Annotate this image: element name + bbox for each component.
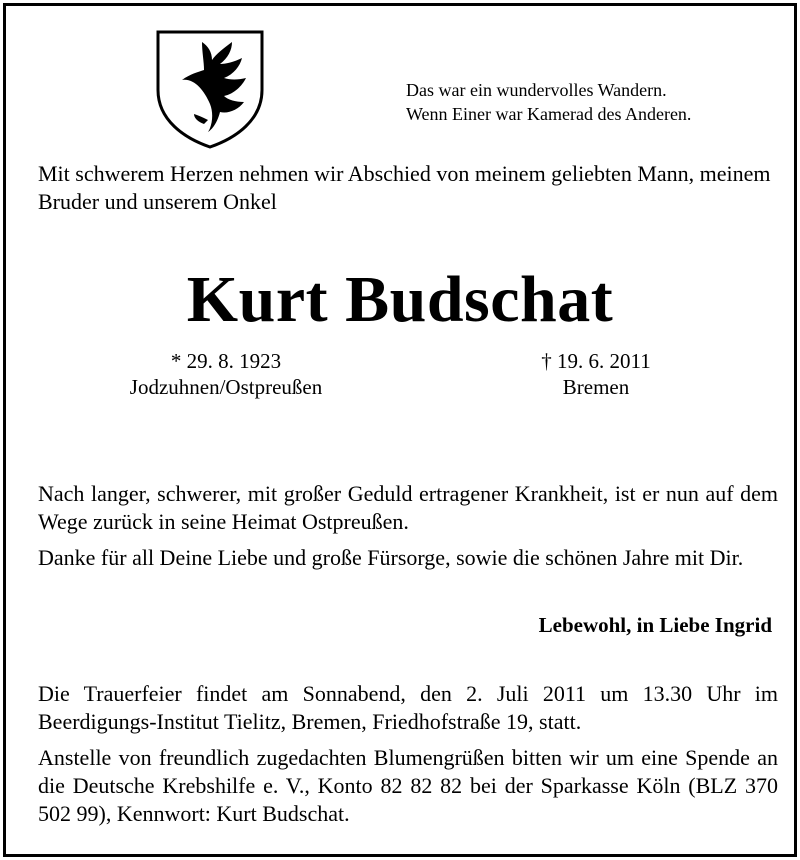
deceased-name: Kurt Budschat xyxy=(186,263,614,336)
illness-paragraph: Nach langer, schwerer, mit großer Geduld ertragener Krankheit, ist er nun auf dem Wege zurück in seine Heimat Ostpreußen. xyxy=(38,481,778,534)
elk-antler-shield-icon xyxy=(154,28,266,150)
death-place: Bremen xyxy=(562,375,630,399)
obituary-notice xyxy=(3,3,797,857)
verse-line-2: Wenn Einer war Kamerad des Anderen. xyxy=(406,104,692,124)
intro-text: Mit schwerem Herzen nehmen wir Abschied von meinem geliebten Mann, meinem Bruder und unserem Onkel xyxy=(38,161,771,214)
verse-line-1: Das war ein wundervolles Wandern. xyxy=(406,80,667,100)
donation-paragraph: Anstelle von freundlich zugedachten Blumengrüßen bitten wir um eine Spende an die Deutsche Krebshilfe e. V., Konto 82 82 82 bei der Sparkasse Köln (BLZ 370 502 99), Kennwort: Kurt Budschat. xyxy=(38,745,778,826)
birth-place: Jodzuhnen/Ostpreußen xyxy=(129,375,323,399)
signature: Lebewohl, in Liebe Ingrid xyxy=(538,613,772,637)
birth-date: * 29. 8. 1923 xyxy=(170,349,282,373)
funeral-paragraph: Die Trauerfeier findet am Sonnabend, den 2. Juli 2011 um 13.30 Uhr im Beerdigungs-Institut Tielitz, Bremen, Friedhofstraße 19, statt. xyxy=(38,681,778,734)
verse xyxy=(406,78,776,126)
death-date: † 19. 6. 2011 xyxy=(541,349,651,373)
death-info xyxy=(476,348,716,400)
thanks-paragraph: Danke für all Deine Liebe und große Fürsorge, sowie die schönen Jahre mit Dir. xyxy=(38,545,744,570)
birth-info xyxy=(76,348,376,400)
